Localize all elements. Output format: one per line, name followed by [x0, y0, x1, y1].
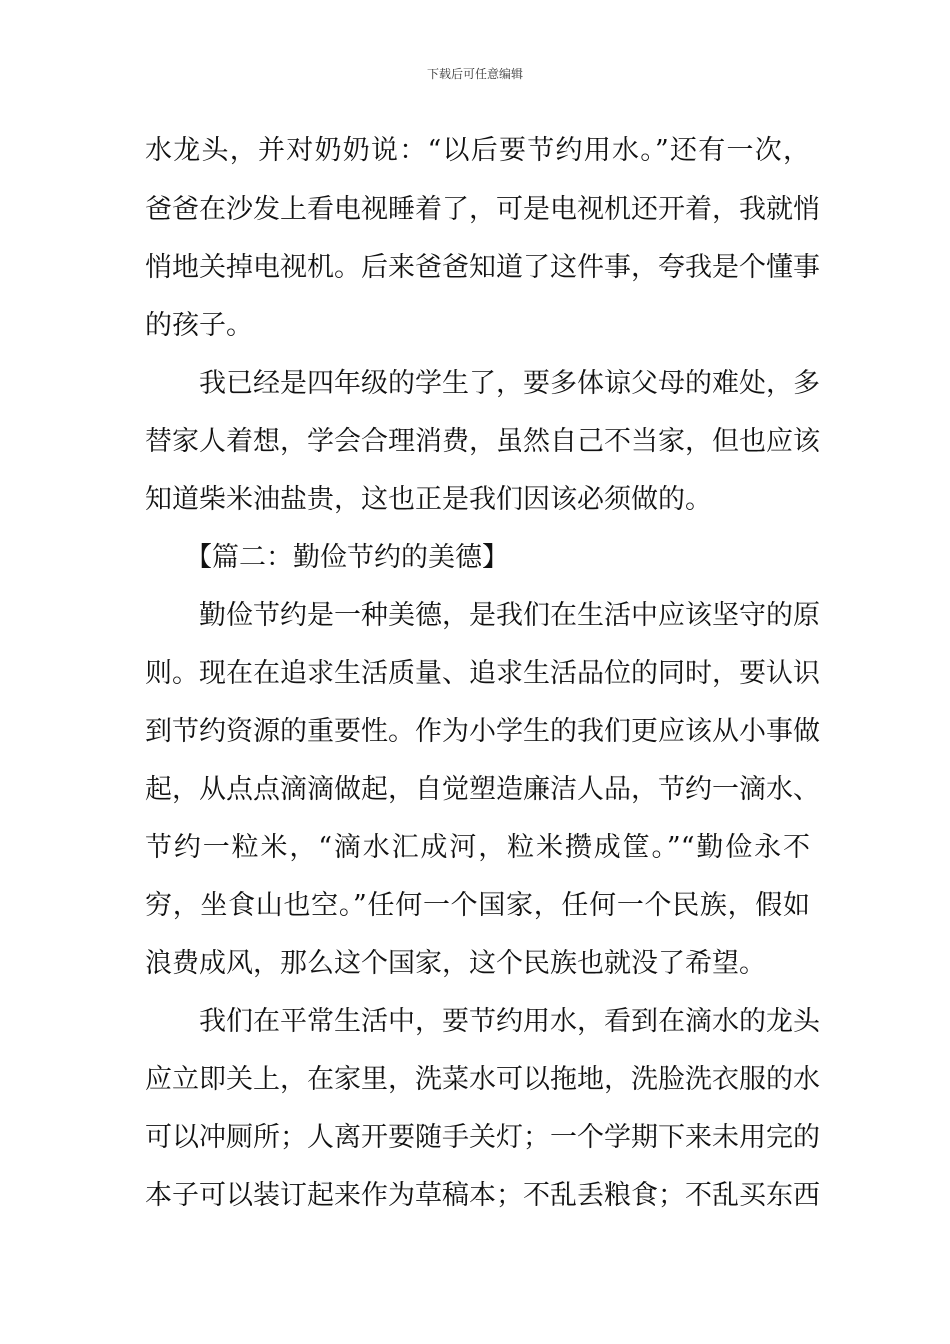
text-line: 节约一粒米，“滴水汇成河，粒米攒成筐。”“勤俭永不 — [145, 832, 810, 863]
text-line: 到节约资源的重要性。作为小学生的我们更应该从小事做 — [145, 716, 820, 747]
text-line: 悄地关掉电视机。后来爸爸知道了这件事，夸我是个懂事 — [145, 252, 820, 283]
text-line: 应立即关上，在家里，洗菜水可以拖地，洗脸洗衣服的水 — [145, 1064, 820, 1095]
page-header-note: 下载后可任意编辑 — [426, 67, 523, 81]
text-line: 替家人着想，学会合理消费，虽然自己不当家，但也应该 — [145, 426, 820, 457]
text-line: 本子可以装订起来作为草稿本；不乱丢粮食；不乱买东西 — [145, 1180, 820, 1211]
text-line: 浪费成风，那么这个国家，这个民族也就没了希望。 — [145, 948, 766, 979]
text-line: 穷，坐食山也空。”任何一个国家，任何一个民族，假如 — [145, 890, 810, 921]
text-line: 的孩子。 — [145, 310, 253, 341]
text-line: 起，从点点滴滴做起，自觉塑造廉洁人品，节约一滴水、 — [145, 774, 820, 805]
text-line: 水龙头，并对奶奶说：“以后要节约用水。”还有一次， — [145, 135, 810, 166]
text-line: 爸爸在沙发上看电视睡着了，可是电视机还开着，我就悄 — [145, 194, 820, 225]
text-line: 勤俭节约是一种美德，是我们在生活中应该坚守的原 — [199, 600, 820, 631]
text-line: 可以冲厕所；人离开要随手关灯；一个学期下来未用完的 — [145, 1122, 820, 1153]
text-line: 则。现在在追求生活质量、追求生活品位的同时，要认识 — [145, 658, 820, 689]
text-line: 知道柴米油盐贵，这也正是我们因该必须做的。 — [145, 484, 712, 515]
text-line: 我已经是四年级的学生了，要多体谅父母的难处，多 — [199, 368, 820, 399]
text-line: 我们在平常生活中，要节约用水，看到在滴水的龙头 — [199, 1006, 820, 1037]
section-title: 【篇二：勤俭节约的美德】 — [185, 542, 509, 573]
